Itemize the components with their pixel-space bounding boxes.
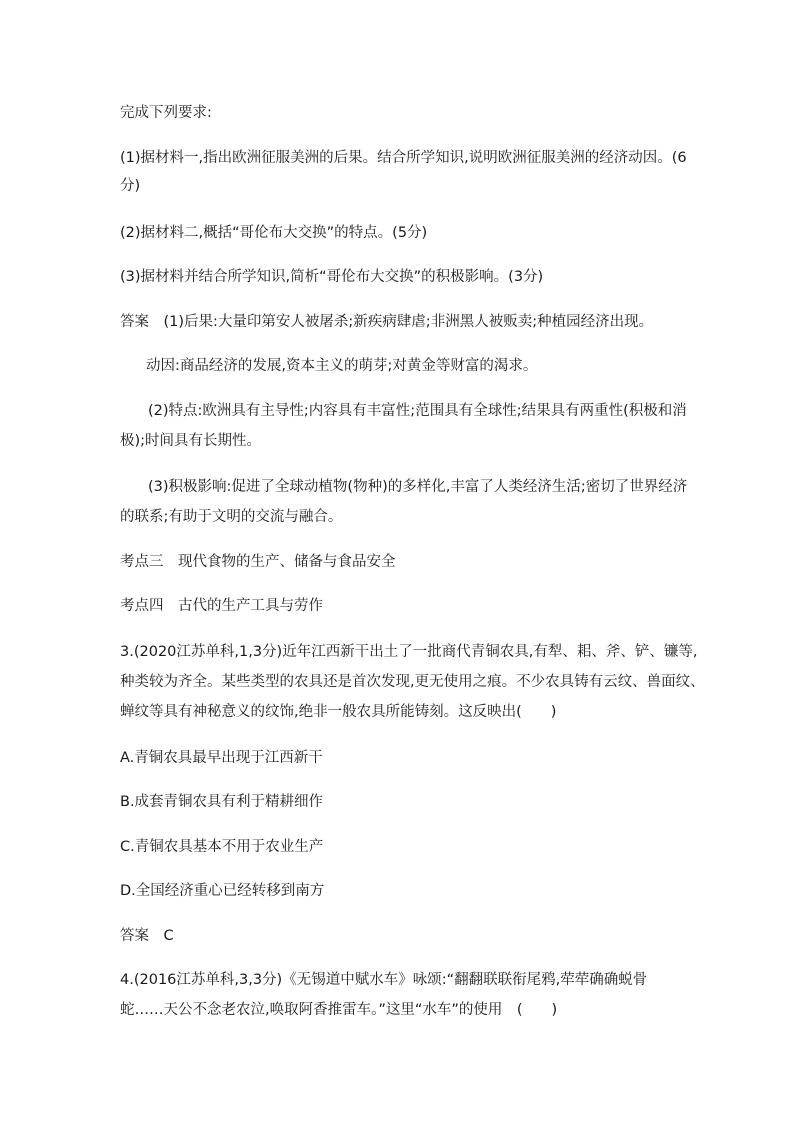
answer-1-line-2: 动因:商品经济的发展,资本主义的萌芽;对黄金等财富的渴求。 — [146, 358, 538, 374]
question-2: (2)据材料二,概括“哥伦布大交换”的特点。(5分) — [120, 225, 428, 241]
answer-1-line-1: 答案 (1)后果:大量印第安人被屠杀;新疾病肆虐;非洲黑人被贩卖;种植园经济出现。 — [120, 314, 654, 330]
question-3: (3)据材料并结合所学知识,简析“哥伦布大交换”的积极影响。(3分) — [120, 269, 544, 285]
option-d: D.全国经济重心已经转移到南方 — [120, 883, 325, 899]
topic-4-heading: 考点四 古代的生产工具与劳作 — [120, 598, 323, 614]
question-4-stem-line-1: 4.(2016江苏单科,3,3分)《无锡道中赋水车》咏颂:“翻翻联联衔尾鸦,荦荦确确蜕骨 — [120, 972, 648, 988]
answer-3-line-1: (3)积极影响:促进了全球动植物(物种)的多样化,丰富了人类经济生活;密切了世界经济 — [148, 479, 688, 495]
option-c: C.青铜农具基本不用于农业生产 — [120, 839, 324, 855]
instruction-text: 完成下列要求: — [120, 105, 212, 121]
question-3-stem-line-2: 种类较为齐全。某些类型的农具还是首次发现,更无使用之痕。不少农具铸有云纹、兽面纹、 — [120, 674, 705, 690]
topic-3-heading: 考点三 现代食物的生产、储备与食品安全 — [120, 554, 396, 570]
option-b: B.成套青铜农具有利于精耕细作 — [120, 794, 324, 810]
answer-3-line-2: 的联系;有助于文明的交流与融合。 — [120, 509, 343, 525]
question-3-stem-line-1: 3.(2020江苏单科,1,3分)近年江西新干出土了一批商代青铜农具,有犁、耜、斧、铲、镰等, — [120, 644, 698, 660]
question-3-stem-line-3: 蝉纹等具有神秘意义的纹饰,绝非一般农具所能铸刻。这反映出( ) — [120, 704, 557, 720]
answer-2-line-1: (2)特点:欧洲具有主导性;内容具有丰富性;范围具有全球性;结果具有两重性(积极和消 — [148, 403, 687, 419]
answer-question-3: 答案 C — [120, 928, 174, 944]
question-4-stem-line-2: 蛇……天公不念老农泣,唤取阿香推雷车。”这里“水车”的使用 ( ) — [120, 1002, 558, 1018]
question-1-line-1: (1)据材料一,指出欧洲征服美洲的后果。结合所学知识,说明欧洲征服美洲的经济动因。(6 — [120, 150, 687, 166]
answer-2-line-2: 极);时间具有长期性。 — [120, 433, 262, 449]
question-1-line-2: 分) — [120, 178, 141, 194]
option-a: A.青铜农具最早出现于江西新干 — [120, 750, 323, 766]
